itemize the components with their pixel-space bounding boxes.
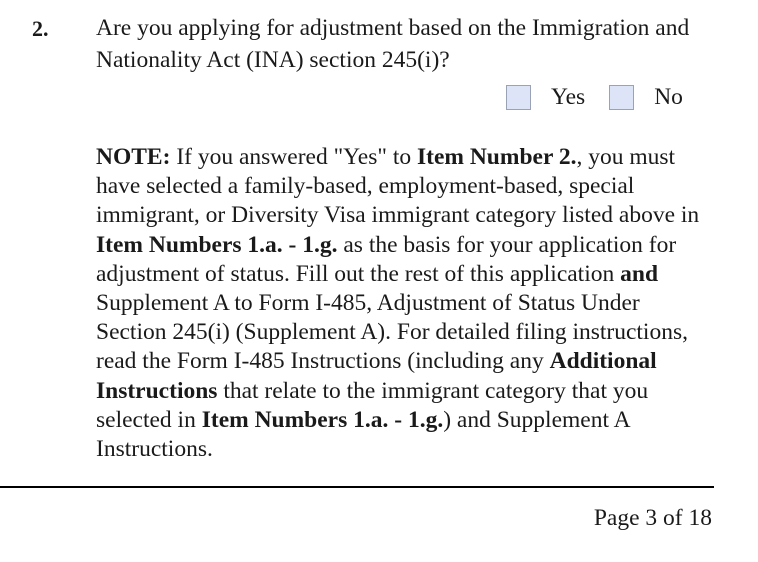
note-bold-ref: Item Numbers 1.a. - 1.g.	[201, 406, 444, 433]
note-text: , you must have selected a family-based, employment-based, special immigrant, or Diversity Visa immigrant category listed above in	[96, 144, 700, 229]
yes-label: Yes	[551, 84, 586, 110]
note-text: If you answered "Yes" to	[170, 144, 417, 170]
note-text: ) and Supplement A Instructions.	[96, 406, 630, 463]
note-bold-ref: Additional Instructions	[96, 348, 657, 404]
note-bold-ref: Item Number 2.	[416, 144, 577, 170]
page-number: Page 3 of 18	[593, 505, 712, 531]
answer-options	[506, 84, 683, 111]
yes-checkbox[interactable]	[506, 85, 531, 110]
note-paragraph	[96, 143, 716, 464]
note-text: Supplement A to Form I-485, Adjustment of Status Under Section 245(i) (Supplement A). For detailed filing instructions, read the Form I-485 Instructions (including any	[96, 290, 688, 375]
item-number: 2.	[32, 16, 49, 41]
note-bold-ref: Item Numbers 1.a. - 1.g.	[96, 231, 338, 258]
note-bold-ref: and	[620, 260, 659, 287]
question-text: Are you applying for adjustment based on the Immigration and Nationality Act (INA) section 245(i)?	[96, 15, 690, 73]
footer-divider	[0, 486, 714, 488]
note-text: as the basis for your application for adjustment of status. Fill out the rest of this application	[96, 231, 677, 287]
note-text: that relate to the immigrant category that you selected in	[96, 377, 649, 433]
note-heading: NOTE:	[96, 144, 171, 170]
no-label: No	[654, 84, 683, 110]
no-checkbox[interactable]	[609, 85, 634, 110]
